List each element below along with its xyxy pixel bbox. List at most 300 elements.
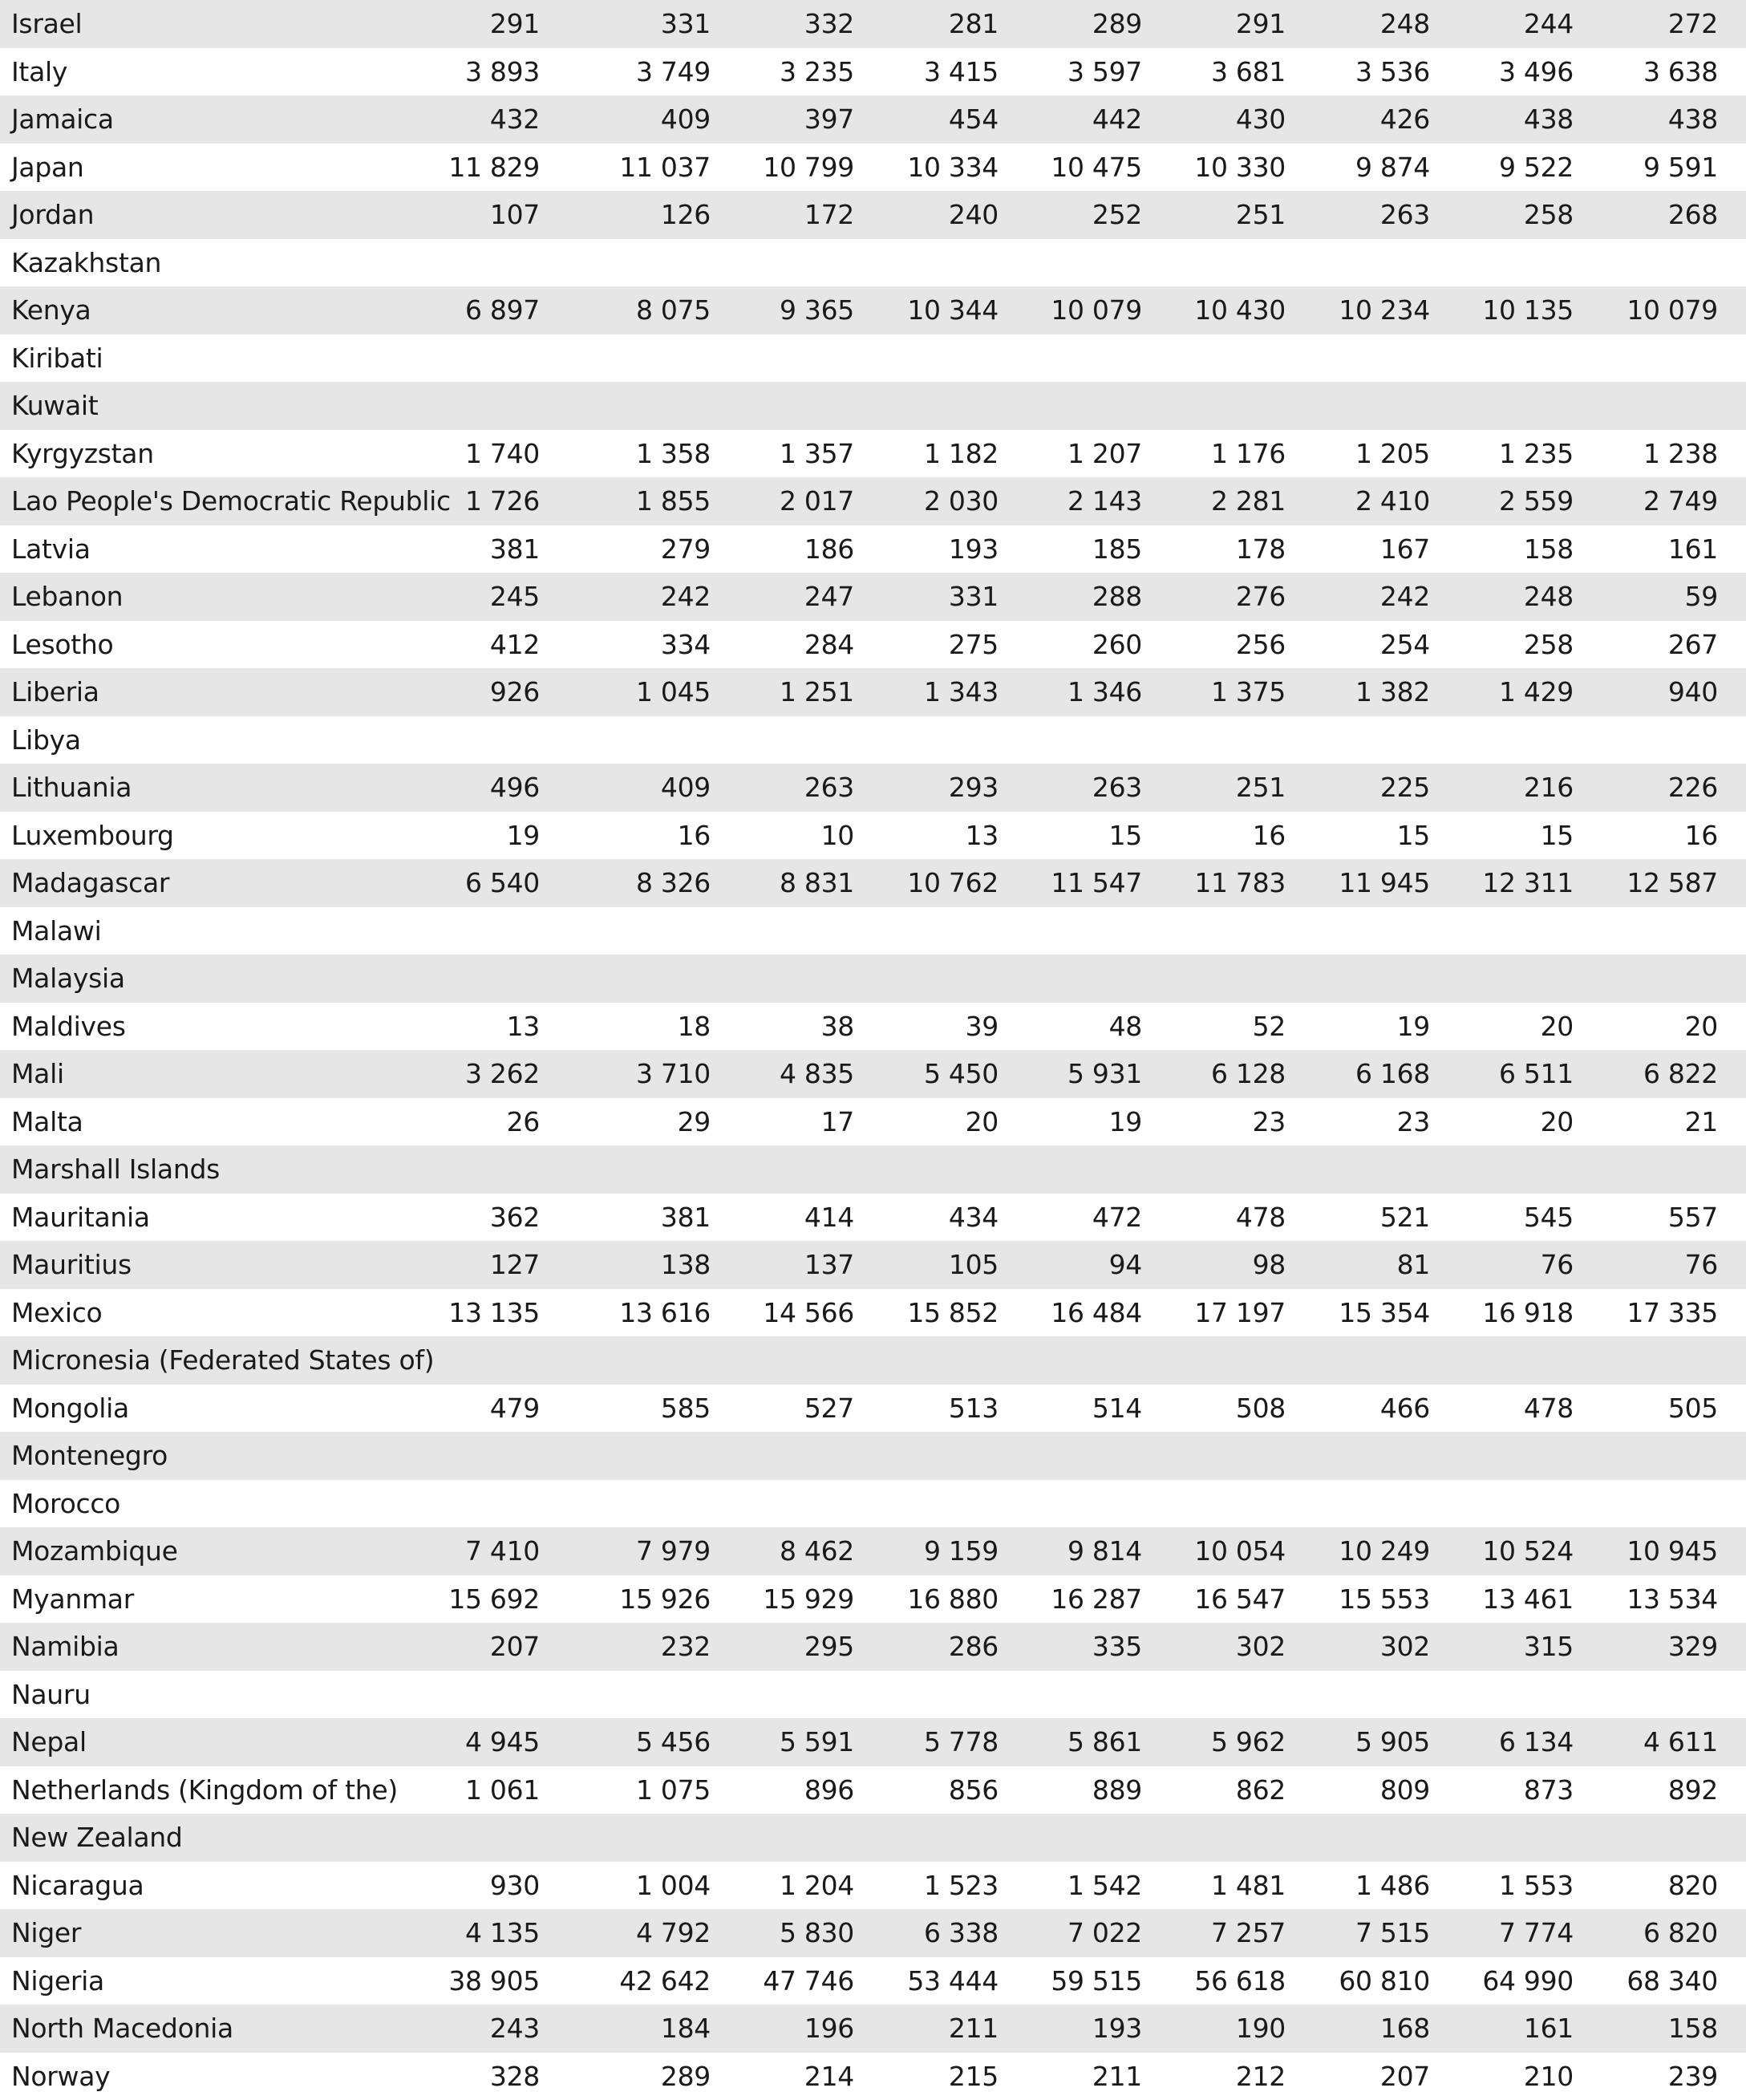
country-name: Lebanon <box>0 581 393 612</box>
value-cell: 2 410 <box>1294 485 1438 517</box>
country-name: Mongolia <box>0 1393 393 1424</box>
value-cell: 15 <box>1438 820 1582 851</box>
table-row <box>0 48 1746 96</box>
value-cell: 1 481 <box>1150 1870 1294 1901</box>
value-cell: 254 <box>1294 629 1438 660</box>
value-cell: 23 <box>1294 1106 1438 1137</box>
country-name: Nauru <box>0 1679 393 1710</box>
value-cell: 5 456 <box>548 1726 719 1757</box>
value-cell: 14 566 <box>719 1297 862 1328</box>
value-cell: 64 990 <box>1438 1965 1582 1997</box>
value-cell: 186 <box>719 533 862 565</box>
value-cell: 211 <box>1007 2061 1150 2092</box>
value-cell: 13 534 <box>1582 1583 1726 1615</box>
value-cell: 2 143 <box>1007 485 1150 517</box>
country-name: Malawi <box>0 915 393 947</box>
value-cell: 2 749 <box>1582 485 1726 517</box>
value-cell: 332 <box>719 8 862 39</box>
value-cell: 9 814 <box>1007 1535 1150 1567</box>
value-cell: 335 <box>1007 1631 1150 1662</box>
value-cell: 21 <box>1582 1106 1726 1137</box>
value-cell: 260 <box>1007 629 1150 660</box>
value-cell: 6 128 <box>1150 1058 1294 1089</box>
country-name: Mali <box>0 1058 393 1089</box>
value-cell: 263 <box>719 772 862 803</box>
value-cell: 434 <box>862 1202 1007 1233</box>
value-cell: 295 <box>719 1631 862 1662</box>
value-cell: 508 <box>1150 1393 1294 1424</box>
value-cell: 178 <box>1150 533 1294 565</box>
value-cell: 3 235 <box>719 56 862 87</box>
value-cell: 81 <box>1294 1249 1438 1280</box>
value-cell: 10 762 <box>862 867 1007 898</box>
country-name: New Zealand <box>0 1822 393 1853</box>
value-cell: 334 <box>548 629 719 660</box>
value-cell: 302 <box>1150 1631 1294 1662</box>
value-cell: 15 553 <box>1294 1583 1438 1615</box>
value-cell: 232 <box>548 1631 719 1662</box>
value-cell: 16 484 <box>1007 1297 1150 1328</box>
value-cell: 5 905 <box>1294 1726 1438 1757</box>
value-cell: 505 <box>1582 1393 1726 1424</box>
table-row <box>0 716 1746 764</box>
value-cell: 196 <box>719 2013 862 2044</box>
value-cell: 11 783 <box>1150 867 1294 898</box>
country-name: Jordan <box>0 199 393 230</box>
table-row <box>0 95 1746 144</box>
value-cell: 315 <box>1438 1631 1582 1662</box>
value-cell: 1 523 <box>862 1870 1007 1901</box>
table-row <box>0 2053 1746 2100</box>
value-cell: 329 <box>1582 1631 1726 1662</box>
value-cell: 258 <box>1438 629 1582 660</box>
value-cell: 3 415 <box>862 56 1007 87</box>
value-cell: 15 <box>1007 820 1150 851</box>
country-name: Nicaragua <box>0 1870 393 1901</box>
country-name: Malta <box>0 1106 393 1137</box>
value-cell: 478 <box>1150 1202 1294 1233</box>
value-cell: 9 159 <box>862 1535 1007 1567</box>
value-cell: 13 <box>862 820 1007 851</box>
value-cell: 302 <box>1294 1631 1438 1662</box>
value-cell: 15 929 <box>719 1583 862 1615</box>
value-cell: 138 <box>548 1249 719 1280</box>
value-cell: 15 354 <box>1294 1297 1438 1328</box>
value-cell: 1 346 <box>1007 676 1150 707</box>
country-name: Niger <box>0 1917 393 1948</box>
value-cell: 15 852 <box>862 1297 1007 1328</box>
table-row <box>0 1480 1746 1528</box>
value-cell: 193 <box>1007 2013 1150 2044</box>
value-cell: 1 382 <box>1294 676 1438 707</box>
value-cell: 1 542 <box>1007 1870 1150 1901</box>
value-cell: 545 <box>1438 1202 1582 1233</box>
value-cell: 12 311 <box>1438 867 1582 898</box>
value-cell: 1 061 <box>393 1774 548 1806</box>
value-cell: 215 <box>862 2061 1007 2092</box>
table-row <box>0 955 1746 1003</box>
value-cell: 248 <box>1438 581 1582 612</box>
value-cell: 225 <box>1294 772 1438 803</box>
value-cell: 291 <box>393 8 548 39</box>
value-cell: 940 <box>1582 676 1726 707</box>
value-cell: 11 829 <box>393 152 548 183</box>
value-cell: 289 <box>548 2061 719 2092</box>
table-row <box>0 2005 1746 2053</box>
value-cell: 438 <box>1438 103 1582 135</box>
value-cell: 3 536 <box>1294 56 1438 87</box>
value-cell: 256 <box>1150 629 1294 660</box>
value-cell: 168 <box>1294 2013 1438 2044</box>
value-cell: 284 <box>719 629 862 660</box>
value-cell: 11 037 <box>548 152 719 183</box>
country-name: Malaysia <box>0 963 393 994</box>
value-cell: 13 616 <box>548 1297 719 1328</box>
value-cell: 3 496 <box>1438 56 1582 87</box>
value-cell: 288 <box>1007 581 1150 612</box>
country-name: Lithuania <box>0 772 393 803</box>
value-cell: 820 <box>1582 1870 1726 1901</box>
table-row <box>0 859 1746 907</box>
value-cell: 381 <box>548 1202 719 1233</box>
table-row <box>0 1432 1746 1480</box>
value-cell: 11 945 <box>1294 867 1438 898</box>
value-cell: 4 945 <box>393 1726 548 1757</box>
value-cell: 275 <box>862 629 1007 660</box>
table-row <box>0 286 1746 334</box>
country-name: Israel <box>0 8 393 39</box>
table-row <box>0 144 1746 192</box>
value-cell: 161 <box>1438 2013 1582 2044</box>
value-cell: 13 461 <box>1438 1583 1582 1615</box>
table-row <box>0 430 1746 478</box>
value-cell: 59 <box>1582 581 1726 612</box>
value-cell: 479 <box>393 1393 548 1424</box>
table-row <box>0 1003 1746 1051</box>
value-cell: 2 559 <box>1438 485 1582 517</box>
country-name: Norway <box>0 2061 393 2092</box>
value-cell: 20 <box>1582 1011 1726 1042</box>
value-cell: 1 343 <box>862 676 1007 707</box>
value-cell: 8 462 <box>719 1535 862 1567</box>
value-cell: 7 979 <box>548 1535 719 1567</box>
value-cell: 7 022 <box>1007 1917 1150 1948</box>
country-name: Madagascar <box>0 867 393 898</box>
value-cell: 53 444 <box>862 1965 1007 1997</box>
value-cell: 267 <box>1582 629 1726 660</box>
value-cell: 8 075 <box>548 294 719 326</box>
value-cell: 52 <box>1150 1011 1294 1042</box>
value-cell: 48 <box>1007 1011 1150 1042</box>
value-cell: 16 <box>1150 820 1294 851</box>
value-cell: 438 <box>1582 103 1726 135</box>
value-cell: 3 597 <box>1007 56 1150 87</box>
table-row <box>0 1336 1746 1384</box>
table-row <box>0 1098 1746 1146</box>
table-row <box>0 1671 1746 1719</box>
value-cell: 412 <box>393 629 548 660</box>
country-name: Latvia <box>0 533 393 565</box>
value-cell: 247 <box>719 581 862 612</box>
value-cell: 4 792 <box>548 1917 719 1948</box>
value-cell: 4 135 <box>393 1917 548 1948</box>
value-cell: 26 <box>393 1106 548 1137</box>
value-cell: 105 <box>862 1249 1007 1280</box>
value-cell: 442 <box>1007 103 1150 135</box>
value-cell: 10 234 <box>1294 294 1438 326</box>
value-cell: 210 <box>1438 2061 1582 2092</box>
value-cell: 397 <box>719 103 862 135</box>
table-row <box>0 812 1746 860</box>
table-row <box>0 764 1746 812</box>
value-cell: 9 591 <box>1582 152 1726 183</box>
value-cell: 10 945 <box>1582 1535 1726 1567</box>
table-row <box>0 239 1746 287</box>
value-cell: 263 <box>1294 199 1438 230</box>
table-row <box>0 668 1746 716</box>
value-cell: 127 <box>393 1249 548 1280</box>
value-cell: 242 <box>1294 581 1438 612</box>
value-cell: 409 <box>548 103 719 135</box>
country-name: Kenya <box>0 294 393 326</box>
value-cell: 167 <box>1294 533 1438 565</box>
value-cell: 585 <box>548 1393 719 1424</box>
value-cell: 17 <box>719 1106 862 1137</box>
value-cell: 243 <box>393 2013 548 2044</box>
value-cell: 211 <box>862 2013 1007 2044</box>
value-cell: 6 820 <box>1582 1917 1726 1948</box>
value-cell: 513 <box>862 1393 1007 1424</box>
value-cell: 12 587 <box>1582 867 1726 898</box>
value-cell: 251 <box>1150 199 1294 230</box>
value-cell: 331 <box>862 581 1007 612</box>
country-name: Marshall Islands <box>0 1153 393 1185</box>
value-cell: 381 <box>393 533 548 565</box>
value-cell: 6 338 <box>862 1917 1007 1948</box>
value-cell: 5 778 <box>862 1726 1007 1757</box>
country-name: Luxembourg <box>0 820 393 851</box>
country-name: Kuwait <box>0 390 393 421</box>
value-cell: 9 522 <box>1438 152 1582 183</box>
value-cell: 214 <box>719 2061 862 2092</box>
value-cell: 2 281 <box>1150 485 1294 517</box>
country-name: Mauritania <box>0 1202 393 1233</box>
country-name: Myanmar <box>0 1583 393 1615</box>
value-cell: 1 429 <box>1438 676 1582 707</box>
value-cell: 1 375 <box>1150 676 1294 707</box>
value-cell: 252 <box>1007 199 1150 230</box>
value-cell: 239 <box>1582 2061 1726 2092</box>
value-cell: 161 <box>1582 533 1726 565</box>
table-row <box>0 1957 1746 2005</box>
value-cell: 47 746 <box>719 1965 862 1997</box>
value-cell: 38 <box>719 1011 862 1042</box>
value-cell: 251 <box>1150 772 1294 803</box>
value-cell: 172 <box>719 199 862 230</box>
country-name: Netherlands (Kingdom of the) <box>0 1774 393 1806</box>
table-row <box>0 1575 1746 1624</box>
value-cell: 1 075 <box>548 1774 719 1806</box>
value-cell: 17 335 <box>1582 1297 1726 1328</box>
value-cell: 59 515 <box>1007 1965 1150 1997</box>
value-cell: 2 017 <box>719 485 862 517</box>
table-row <box>0 1194 1746 1242</box>
value-cell: 1 207 <box>1007 438 1150 469</box>
value-cell: 1 004 <box>548 1870 719 1901</box>
value-cell: 889 <box>1007 1774 1150 1806</box>
value-cell: 258 <box>1438 199 1582 230</box>
value-cell: 107 <box>393 199 548 230</box>
value-cell: 279 <box>548 533 719 565</box>
value-cell: 184 <box>548 2013 719 2044</box>
country-name: Mozambique <box>0 1535 393 1567</box>
value-cell: 3 710 <box>548 1058 719 1089</box>
country-name: Liberia <box>0 676 393 707</box>
country-name: Kiribati <box>0 343 393 374</box>
country-name: Nepal <box>0 1726 393 1757</box>
value-cell: 557 <box>1582 1202 1726 1233</box>
table-row <box>0 1814 1746 1862</box>
country-name: Italy <box>0 56 393 87</box>
country-name: Mauritius <box>0 1249 393 1280</box>
value-cell: 1 045 <box>548 676 719 707</box>
value-cell: 6 822 <box>1582 1058 1726 1089</box>
value-cell: 514 <box>1007 1393 1150 1424</box>
country-name: North Macedonia <box>0 2013 393 2044</box>
country-name: Kyrgyzstan <box>0 438 393 469</box>
table-row <box>0 1909 1746 1957</box>
value-cell: 496 <box>393 772 548 803</box>
value-cell: 1 251 <box>719 676 862 707</box>
table-row <box>0 621 1746 669</box>
value-cell: 1 553 <box>1438 1870 1582 1901</box>
value-cell: 291 <box>1150 8 1294 39</box>
value-cell: 15 <box>1294 820 1438 851</box>
value-cell: 8 326 <box>548 867 719 898</box>
country-name: Kazakhstan <box>0 247 393 278</box>
value-cell: 20 <box>1438 1106 1582 1137</box>
value-cell: 6 134 <box>1438 1726 1582 1757</box>
country-name: Nigeria <box>0 1965 393 1997</box>
table-row <box>0 1527 1746 1575</box>
country-name: Japan <box>0 152 393 183</box>
value-cell: 1 235 <box>1438 438 1582 469</box>
value-cell: 896 <box>719 1774 862 1806</box>
value-cell: 1 855 <box>548 485 719 517</box>
table-row <box>0 382 1746 430</box>
value-cell: 1 176 <box>1150 438 1294 469</box>
value-cell: 158 <box>1438 533 1582 565</box>
value-cell: 293 <box>862 772 1007 803</box>
value-cell: 331 <box>548 8 719 39</box>
value-cell: 56 618 <box>1150 1965 1294 1997</box>
value-cell: 9 365 <box>719 294 862 326</box>
table-row <box>0 1145 1746 1194</box>
value-cell: 193 <box>862 533 1007 565</box>
value-cell: 16 287 <box>1007 1583 1150 1615</box>
value-cell: 289 <box>1007 8 1150 39</box>
table-row <box>0 1766 1746 1814</box>
value-cell: 16 547 <box>1150 1583 1294 1615</box>
value-cell: 10 079 <box>1007 294 1150 326</box>
value-cell: 892 <box>1582 1774 1726 1806</box>
value-cell: 248 <box>1294 8 1438 39</box>
value-cell: 20 <box>1438 1011 1582 1042</box>
value-cell: 4 611 <box>1582 1726 1726 1757</box>
value-cell: 16 880 <box>862 1583 1007 1615</box>
value-cell: 190 <box>1150 2013 1294 2044</box>
value-cell: 226 <box>1582 772 1726 803</box>
value-cell: 527 <box>719 1393 862 1424</box>
value-cell: 158 <box>1582 2013 1726 2044</box>
value-cell: 930 <box>393 1870 548 1901</box>
country-name: Namibia <box>0 1631 393 1662</box>
value-cell: 207 <box>1294 2061 1438 2092</box>
table-row <box>0 525 1746 574</box>
value-cell: 10 <box>719 820 862 851</box>
value-cell: 76 <box>1582 1249 1726 1280</box>
value-cell: 10 344 <box>862 294 1007 326</box>
value-cell: 1 238 <box>1582 438 1726 469</box>
value-cell: 4 835 <box>719 1058 862 1089</box>
value-cell: 276 <box>1150 581 1294 612</box>
value-cell: 926 <box>393 676 548 707</box>
value-cell: 472 <box>1007 1202 1150 1233</box>
value-cell: 10 249 <box>1294 1535 1438 1567</box>
value-cell: 281 <box>862 8 1007 39</box>
value-cell: 466 <box>1294 1393 1438 1424</box>
table-row <box>0 1623 1746 1671</box>
value-cell: 10 054 <box>1150 1535 1294 1567</box>
table-row <box>0 573 1746 621</box>
value-cell: 16 <box>1582 820 1726 851</box>
value-cell: 16 <box>548 820 719 851</box>
value-cell: 430 <box>1150 103 1294 135</box>
value-cell: 5 450 <box>862 1058 1007 1089</box>
value-cell: 7 410 <box>393 1535 548 1567</box>
value-cell: 19 <box>393 820 548 851</box>
value-cell: 60 810 <box>1294 1965 1438 1997</box>
value-cell: 5 962 <box>1150 1726 1294 1757</box>
value-cell: 6 540 <box>393 867 548 898</box>
table-row <box>0 477 1746 525</box>
table-row <box>0 191 1746 239</box>
value-cell: 3 749 <box>548 56 719 87</box>
value-cell: 521 <box>1294 1202 1438 1233</box>
table-row <box>0 1241 1746 1289</box>
country-name: Lao People's Democratic Republic <box>0 485 393 517</box>
value-cell: 6 897 <box>393 294 548 326</box>
value-cell: 432 <box>393 103 548 135</box>
value-cell: 3 638 <box>1582 56 1726 87</box>
value-cell: 39 <box>862 1011 1007 1042</box>
table-row <box>0 1384 1746 1433</box>
value-cell: 809 <box>1294 1774 1438 1806</box>
value-cell: 10 330 <box>1150 152 1294 183</box>
value-cell: 1 726 <box>393 485 548 517</box>
table-row <box>0 0 1746 48</box>
value-cell: 10 475 <box>1007 152 1150 183</box>
table-row <box>0 1718 1746 1766</box>
value-cell: 6 511 <box>1438 1058 1582 1089</box>
value-cell: 19 <box>1294 1011 1438 1042</box>
value-cell: 10 135 <box>1438 294 1582 326</box>
value-cell: 16 918 <box>1438 1297 1582 1328</box>
value-cell: 426 <box>1294 103 1438 135</box>
country-name: Maldives <box>0 1011 393 1042</box>
value-cell: 10 430 <box>1150 294 1294 326</box>
value-cell: 126 <box>548 199 719 230</box>
